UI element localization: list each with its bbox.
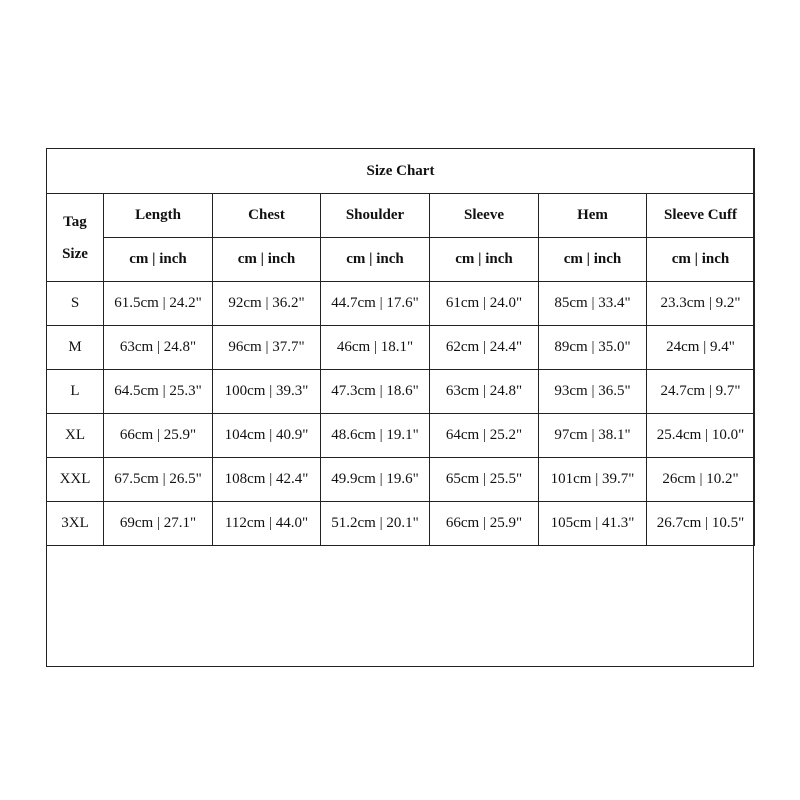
measurement-cell: 26.7cm | 10.5" xyxy=(647,502,755,546)
measurement-cell: 104cm | 40.9" xyxy=(213,414,321,458)
tag-size-header xyxy=(47,194,104,282)
size-label: 3XL xyxy=(47,502,104,546)
size-header-label: Size xyxy=(62,245,88,262)
table-row xyxy=(47,370,755,414)
measurement-cell: 97cm | 38.1" xyxy=(539,414,647,458)
unit-label: cm | inch xyxy=(539,238,647,282)
measurement-cell: 112cm | 44.0" xyxy=(213,502,321,546)
size-label: M xyxy=(47,326,104,370)
measurement-cell: 89cm | 35.0" xyxy=(539,326,647,370)
measurement-cell: 105cm | 41.3" xyxy=(539,502,647,546)
size-label: XXL xyxy=(47,458,104,502)
measurement-cell: 48.6cm | 19.1" xyxy=(321,414,430,458)
table-row xyxy=(47,326,755,370)
column-header: Sleeve xyxy=(430,194,539,238)
column-header: Shoulder xyxy=(321,194,430,238)
measurement-cell: 64.5cm | 25.3" xyxy=(104,370,213,414)
measurement-cell: 64cm | 25.2" xyxy=(430,414,539,458)
tag-header-label: Tag xyxy=(63,213,87,230)
measurement-cell: 49.9cm | 19.6" xyxy=(321,458,430,502)
table-row xyxy=(47,414,755,458)
size-label: S xyxy=(47,282,104,326)
unit-label: cm | inch xyxy=(213,238,321,282)
measurement-cell: 47.3cm | 18.6" xyxy=(321,370,430,414)
column-header: Chest xyxy=(213,194,321,238)
column-header: Sleeve Cuff xyxy=(647,194,755,238)
measurement-cell: 26cm | 10.2" xyxy=(647,458,755,502)
table-row xyxy=(47,502,755,546)
measurement-cell: 108cm | 42.4" xyxy=(213,458,321,502)
measurement-cell: 62cm | 24.4" xyxy=(430,326,539,370)
unit-label: cm | inch xyxy=(321,238,430,282)
measurement-cell: 69cm | 27.1" xyxy=(104,502,213,546)
size-label: L xyxy=(47,370,104,414)
measurement-cell: 85cm | 33.4" xyxy=(539,282,647,326)
measurement-cell: 23.3cm | 9.2" xyxy=(647,282,755,326)
unit-label: cm | inch xyxy=(647,238,755,282)
measurement-cell: 101cm | 39.7" xyxy=(539,458,647,502)
chart-title: Size Chart xyxy=(47,149,755,194)
unit-label: cm | inch xyxy=(430,238,539,282)
measurement-cell: 24cm | 9.4" xyxy=(647,326,755,370)
measurement-cell: 63cm | 24.8" xyxy=(104,326,213,370)
measurement-cell: 63cm | 24.8" xyxy=(430,370,539,414)
measurement-cell: 67.5cm | 26.5" xyxy=(104,458,213,502)
measurement-cell: 66cm | 25.9" xyxy=(104,414,213,458)
unit-label: cm | inch xyxy=(104,238,213,282)
size-chart-table xyxy=(46,148,755,546)
measurement-cell: 96cm | 37.7" xyxy=(213,326,321,370)
column-header: Hem xyxy=(539,194,647,238)
measurement-cell: 61cm | 24.0" xyxy=(430,282,539,326)
measurement-cell: 25.4cm | 10.0" xyxy=(647,414,755,458)
measurement-cell: 61.5cm | 24.2" xyxy=(104,282,213,326)
column-header: Length xyxy=(104,194,213,238)
measurement-cell: 46cm | 18.1" xyxy=(321,326,430,370)
measurement-cell: 65cm | 25.5" xyxy=(430,458,539,502)
size-label: XL xyxy=(47,414,104,458)
measurement-cell: 92cm | 36.2" xyxy=(213,282,321,326)
measurement-cell: 93cm | 36.5" xyxy=(539,370,647,414)
measurement-cell: 66cm | 25.9" xyxy=(430,502,539,546)
table-row xyxy=(47,282,755,326)
measurement-cell: 24.7cm | 9.7" xyxy=(647,370,755,414)
measurement-cell: 100cm | 39.3" xyxy=(213,370,321,414)
measurement-cell: 51.2cm | 20.1" xyxy=(321,502,430,546)
measurement-cell: 44.7cm | 17.6" xyxy=(321,282,430,326)
table-row xyxy=(47,458,755,502)
